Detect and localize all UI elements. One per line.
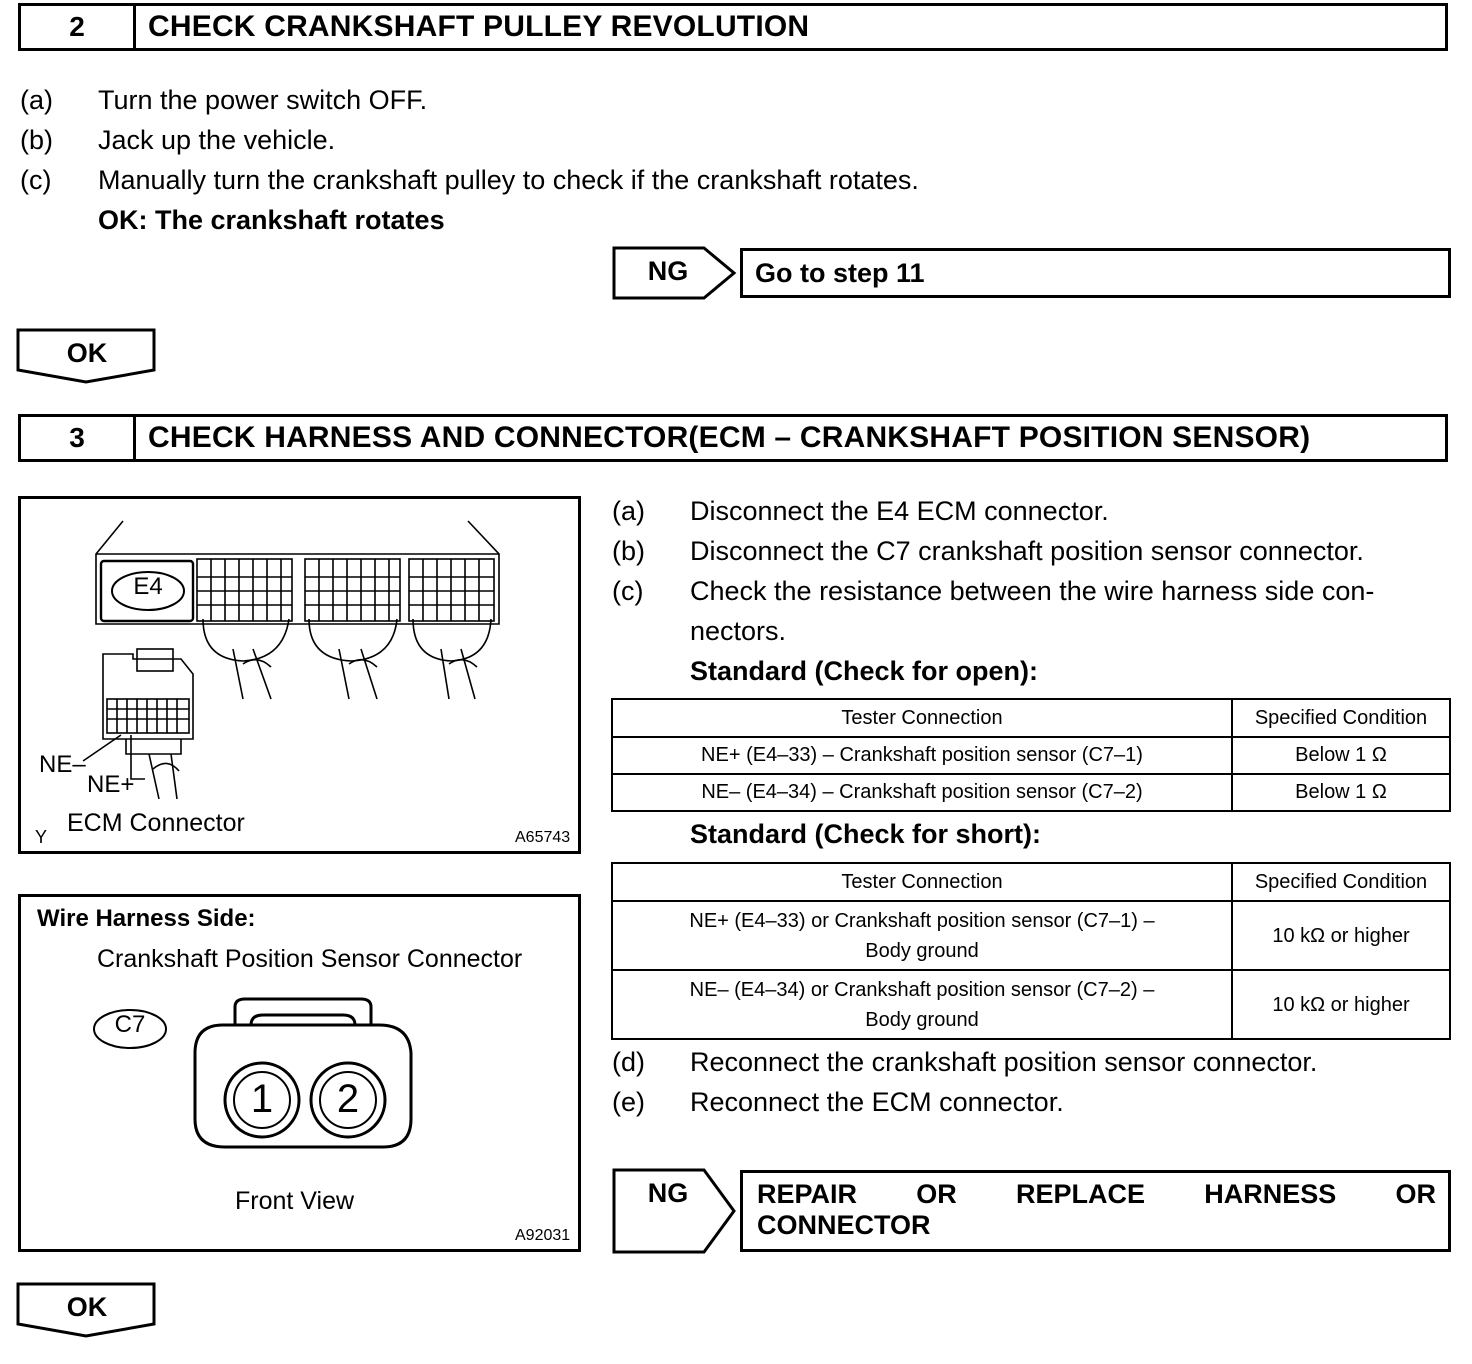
table-row: [612, 901, 1450, 970]
e4-tag-label: E4: [133, 573, 163, 600]
table-header: Specified Condition: [1232, 863, 1450, 901]
ok-criterion: OK: The crankshaft rotates: [98, 205, 445, 235]
step-title: CHECK HARNESS AND CONNECTOR(ECM – CRANKSHAFT POSITION SENSOR): [148, 421, 1311, 454]
table-row: [612, 737, 1450, 774]
table-cell: NE+ (E4–33) – Crankshaft position sensor (C7–1): [612, 737, 1232, 774]
table-cell: Below 1 Ω: [1232, 774, 1450, 811]
ng-label: NG: [647, 1178, 689, 1208]
short-check-heading: Standard (Check for short):: [690, 819, 1042, 849]
ne-minus-label: NE–: [39, 751, 86, 778]
table-header: Tester Connection: [612, 863, 1232, 901]
figure-corner-mark: Y: [35, 827, 48, 847]
step-number: 2: [21, 6, 136, 48]
open-check-table: [611, 698, 1451, 812]
ng-result-box: Go to step 11: [740, 248, 1451, 298]
figure-code: A92031: [515, 1227, 571, 1244]
ok-label: OK: [66, 1292, 108, 1322]
figure-code: A65743: [515, 829, 571, 846]
table-cell: NE+ (E4–33) or Crankshaft position sensor (C7–1) – Body ground: [612, 901, 1232, 970]
ok-label: OK: [66, 338, 108, 368]
short-check-table: [611, 862, 1451, 1040]
table-header: Specified Condition: [1232, 699, 1450, 737]
table-header-row: [612, 863, 1450, 901]
ng-result-box: REPAIR OR REPLACE HARNESS OR CONNECTOR: [740, 1170, 1451, 1252]
ne-plus-label: NE+: [87, 771, 135, 798]
front-view-caption: Front View: [235, 1187, 355, 1215]
ecm-connector-figure: [18, 496, 581, 854]
harness-side-heading: Wire Harness Side:: [37, 905, 256, 932]
step-3-header: [18, 414, 1448, 462]
table-row: [612, 970, 1450, 1039]
step-2-header: [18, 3, 1448, 51]
pin-2-label: 2: [336, 1077, 360, 1121]
table-cell: Below 1 Ω: [1232, 737, 1450, 774]
pin-1-label: 1: [250, 1077, 274, 1121]
open-check-heading: Standard (Check for open):: [690, 656, 1039, 686]
table-header: Tester Connection: [612, 699, 1232, 737]
table-cell: NE– (E4–34) – Crankshaft position sensor (C7–2): [612, 774, 1232, 811]
table-header-row: [612, 699, 1450, 737]
table-row: [612, 774, 1450, 811]
ecm-connector-caption: ECM Connector: [67, 809, 245, 837]
table-cell: 10 kΩ or higher: [1232, 901, 1450, 970]
step-3-item-c-cont: nectors.: [690, 616, 787, 646]
sensor-connector-subtitle: Crankshaft Position Sensor Connector: [97, 945, 523, 973]
harness-connector-figure: [18, 894, 581, 1252]
table-cell: NE– (E4–34) or Crankshaft position sensor (C7–2) – Body ground: [612, 970, 1232, 1039]
step-title: CHECK CRANKSHAFT PULLEY REVOLUTION: [148, 10, 810, 43]
c7-tag-label: C7: [114, 1011, 146, 1038]
step-number: 3: [21, 417, 136, 459]
table-cell: 10 kΩ or higher: [1232, 970, 1450, 1039]
ng-label: NG: [647, 256, 689, 286]
